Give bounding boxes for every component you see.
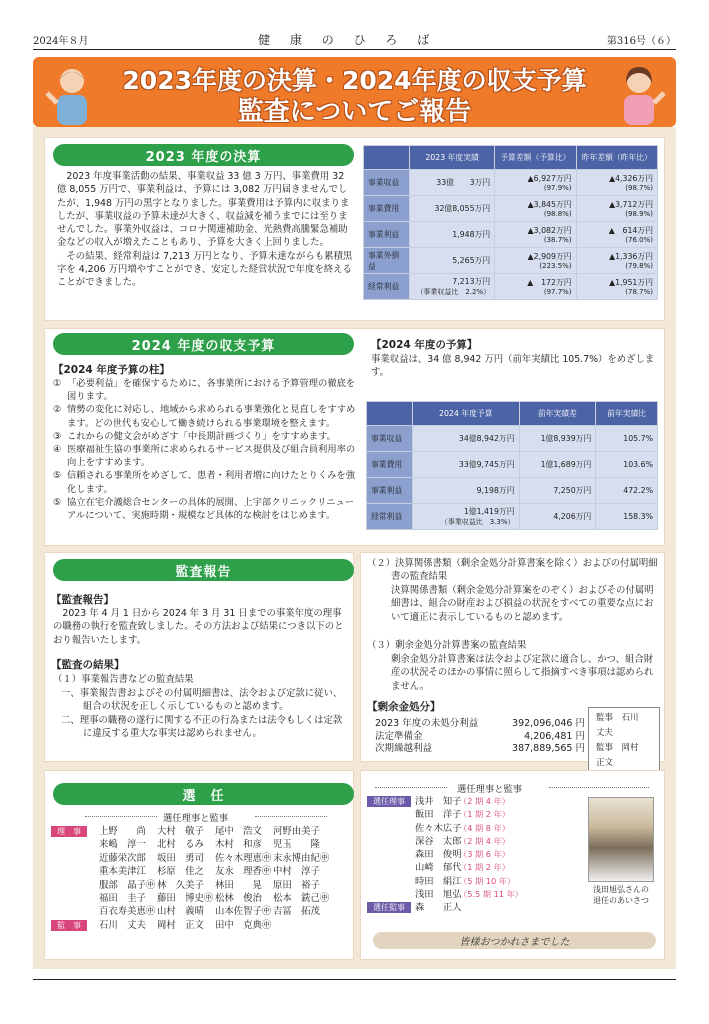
director-name: 山本佐智子㊥ xyxy=(215,906,272,918)
cell-value: 7,213万円 xyxy=(452,277,491,286)
settlement-text: 2023 年度事業活動の結果、事業収益 33 億 3 万円、事業費用 32 億 8,055 万円で、事業利益は、予算には 3,082 万円届きませんでしたが、1,948 万円の黒字となりました。事業費用は予算内に収まりましたが、事業収益の予算未達が大きく、収益減を補うまでには至りませんでした。事業外収益は、コロナ関連補助金、光熱費高騰緊急補助金などの収入が増えたこともあり、予算を大きく上回りました。 その結果、経常利益は 7,213 万円となり、予算未達ながらも累積黒字を 4,206 万円増やすことができ、安定した経営状況で年度を終えることができました。 xyxy=(57,171,353,289)
cell-ratio: (78.7%) xyxy=(625,288,653,296)
director-name: 木村 和彦 xyxy=(215,839,262,851)
cell xyxy=(495,196,576,222)
selected-name: 浅井 知子 xyxy=(415,796,462,807)
director-name: 友永 理香㊥ xyxy=(215,866,272,878)
audit-result-heading: 【監査の結果】 xyxy=(51,659,125,671)
audit-result-2: （２）決算関係書類（剰余金処分計算書案を除く）およびの付属明細書の監査結果 xyxy=(367,558,658,583)
selected-name: 森田 俊明 xyxy=(415,849,462,861)
term-text: （2 期 4 年） xyxy=(459,835,510,846)
cell-ratio: (97.9%) xyxy=(543,184,572,192)
cell: 34億8,942万円 xyxy=(413,426,520,452)
list-item xyxy=(51,905,331,918)
auditor-role: 監事 xyxy=(596,743,614,753)
list-item xyxy=(53,403,359,429)
director-name: 末永博由紀㊥ xyxy=(273,852,330,864)
row-label: 事業収益 xyxy=(367,426,413,452)
term-text: （5 期 10 年） xyxy=(459,875,516,886)
surplus-amount: 387,889,565 円 xyxy=(512,743,585,755)
cell-ratio: (98.9%) xyxy=(625,210,653,218)
surplus-label: 2023 年度の未処分利益 xyxy=(375,718,479,729)
director-name: 服部 晶子㊥ xyxy=(99,879,156,891)
director-name: 佐々木理恵㊥ xyxy=(215,852,272,864)
list-item xyxy=(51,825,331,838)
list-item xyxy=(367,795,523,808)
audit-result-1a: 一、事業報告書およびその付属明細書は、法令および定款に従い、組合の状況を正しく示しているものと認めます。 xyxy=(61,688,343,713)
cell: 32億8,055万円 xyxy=(410,196,495,222)
cell xyxy=(413,504,520,530)
selected-director-badge: 選任理事 xyxy=(367,796,411,807)
table-header-blank xyxy=(367,402,413,426)
budget-target-text: 事業収益は、34 億 8,942 万円（前年実績比 105.7%）をめざします。 xyxy=(371,354,655,379)
table-row xyxy=(367,478,658,504)
cell xyxy=(495,274,576,300)
list-item xyxy=(51,838,331,851)
surplus-amount: 392,096,046 円 xyxy=(512,718,585,729)
cell xyxy=(410,274,495,300)
table-row xyxy=(367,426,658,452)
term-text: （1 期 2 年） xyxy=(459,809,510,820)
director-name: 林田 晃 xyxy=(215,879,262,891)
list-item xyxy=(53,430,359,443)
issue-number: 第316号（６） xyxy=(606,36,676,47)
surplus-amount: 4,206,481 円 xyxy=(524,730,585,742)
cell: 33億9,745万円 xyxy=(413,452,520,478)
auditor-role: 監事 xyxy=(596,713,614,723)
director-name: 坂田 勇司 xyxy=(157,852,204,864)
cell-value: ▲1,951万円 xyxy=(609,278,653,287)
director-name: 中村 淳子 xyxy=(273,866,320,878)
table-row xyxy=(364,222,658,248)
auditor-name: 田中 克典㊥ xyxy=(215,919,272,931)
table-row xyxy=(367,504,658,530)
cell-value: ▲3,845万円 xyxy=(527,200,572,209)
cell: 5,265万円 xyxy=(410,248,495,274)
row-label: 事業利益 xyxy=(367,478,413,504)
item-text: 信頼される事業所をめざして、患者・利用者増に向けたとりくみを強化します。 xyxy=(67,470,356,495)
budget-table xyxy=(366,401,658,530)
audit-result-1: （１）事業報告書などの監査結果 xyxy=(53,674,194,685)
row-label: 経常利益 xyxy=(364,274,410,300)
row-label: 経常利益 xyxy=(367,504,413,530)
cell-ratio: (38.7%) xyxy=(543,236,572,244)
surplus-row xyxy=(375,718,585,731)
term-text: （1 期 2 年） xyxy=(459,862,510,873)
cell-value: ▲3,082万円 xyxy=(527,226,572,235)
list-item xyxy=(53,496,359,522)
caption-line: 浅田旭弘さんの xyxy=(593,885,649,894)
row-label: 事業収益 xyxy=(364,170,410,196)
cell xyxy=(576,170,657,196)
director-name: 原田 裕子 xyxy=(273,879,320,891)
caption-line: 退任のあいさつ xyxy=(593,896,649,905)
director-name: 杉原 佳之 xyxy=(157,866,204,878)
list-item xyxy=(367,848,523,861)
cell-value: ▲ 614万円 xyxy=(608,226,653,235)
row-label: 事業外損益 xyxy=(364,248,410,274)
table-row xyxy=(364,248,658,274)
cell-ratio: (98.7%) xyxy=(625,184,653,192)
cell: 9,198万円 xyxy=(413,478,520,504)
item-number: ② xyxy=(53,404,62,416)
surplus-list xyxy=(375,718,585,756)
cell-value: ▲6,927万円 xyxy=(527,174,572,183)
selected-name: 時田 絹江 xyxy=(415,875,462,887)
auditor-name: 岡村 正文 xyxy=(157,919,204,931)
table-header: 2023 年度実績 xyxy=(410,146,495,170)
item-text: 協立在宅介護総合センターの具体的展開、上宇部クリニックリニューアルについて、実施時期・規模など具体的な検討をはじめます。 xyxy=(67,496,355,522)
director-name: 尾中 浩文 xyxy=(215,826,262,837)
cell: 1億8,939万円 xyxy=(519,426,596,452)
list-item xyxy=(367,861,523,874)
directors-list xyxy=(51,825,331,932)
director-name: 松林 俊治 xyxy=(215,893,262,905)
cell xyxy=(495,248,576,274)
list-item xyxy=(53,377,359,403)
page-header xyxy=(33,30,676,50)
director-name: 来嶋 淳一 xyxy=(99,839,146,851)
term-text: （2 期 4 年） xyxy=(459,796,510,806)
surplus-label: 次期繰越利益 xyxy=(375,743,433,755)
cell: 1,948万円 xyxy=(410,222,495,248)
director-name: 近藤栄次郎 xyxy=(99,852,146,864)
item-text: 「必要利益」を確保するために、各事業所における予算管理の徹底を図ります。 xyxy=(67,378,356,403)
director-role-badge: 理 事 xyxy=(51,826,87,837)
selected-name: 浅田 旭弘 xyxy=(415,889,462,901)
table-row xyxy=(364,196,658,222)
director-name: 児玉 隆 xyxy=(273,839,320,851)
item-text: 医療福祉生協の事業所に求められるサービス提供及び組合員利用率の向上をすすめます。 xyxy=(67,444,356,469)
selected-list xyxy=(367,795,523,915)
banner-title-line1: 2023年度の決算・2024年度の収支予算 xyxy=(122,66,587,95)
budget-heading: 2024 年度の収支予算 xyxy=(53,333,354,355)
director-name: 藤田 博史㊥ xyxy=(157,893,214,905)
list-item xyxy=(51,919,331,932)
surplus-label: 法定準備金 xyxy=(375,730,423,742)
audit-result-2-text: 決算関係書類（剰余金処分計算案をのぞく）およびその付属明細書は、組合の財産および損益の状況をすべての重要な点において適正に表示しているものと認めます。 xyxy=(391,585,654,623)
list-item xyxy=(367,901,523,914)
director-name: 河野由美子 xyxy=(273,826,320,837)
director-name: 重本美津江 xyxy=(99,866,146,878)
audit-result-3-text: 剰余金処分計算書案は法令および定款に適合し、かつ、組合財産の状況そのほかの事情に照らして指摘すべき事項は認められません。 xyxy=(391,654,654,692)
cell-ratio: (223.5%) xyxy=(539,262,572,270)
title-banner xyxy=(33,57,676,127)
audit-result-3: （３）剰余金処分計算書案の監査結果 xyxy=(367,640,527,651)
table-header: 2024 年度予算 xyxy=(413,402,520,426)
cell xyxy=(495,222,576,248)
cell-ratio: (98.8%) xyxy=(543,210,572,218)
audit-card-right xyxy=(360,552,665,768)
settlement-heading: 2023 年度の決算 xyxy=(53,144,354,166)
cell: 158.3% xyxy=(596,504,658,530)
audit-report-text: 2023 年 4 月 1 日から 2024 年 3 月 31 日までの事業年度の理事の職務の執行を監査致しました。その方法および結果につき以下のとおり報告いたします。 xyxy=(53,608,344,646)
list-item xyxy=(367,808,523,821)
auditor-name: 石川 丈夫 xyxy=(99,919,146,931)
term-text: （3 期 6 年） xyxy=(459,849,510,860)
settlement-card xyxy=(44,137,665,321)
director-name: 吉冨 拓茂 xyxy=(273,906,320,918)
audit-report-heading: 【監査報告】 xyxy=(51,594,114,606)
list-item xyxy=(51,892,331,905)
audit-card-left xyxy=(44,552,354,762)
item-text: これからの健文会がめざす「中長期計画づくり」をすすめます。 xyxy=(67,430,336,442)
director-name: 松本 銑己㊥ xyxy=(273,893,330,905)
selected-name: 山崎 郁代 xyxy=(415,862,462,874)
budget-target-heading: 【2024 年度の予算】 xyxy=(371,339,478,351)
photo-caption xyxy=(576,884,666,906)
selected-name: 飯田 洋子 xyxy=(415,809,462,821)
item-number: ① xyxy=(53,378,62,389)
divider xyxy=(549,787,649,788)
content-area xyxy=(33,127,676,969)
cell: 1億1,689万円 xyxy=(519,452,596,478)
table-header: 前年実績比 xyxy=(596,402,658,426)
row-label: 事業利益 xyxy=(364,222,410,248)
item-text: 情勢の変化に対応し、地域から求められる事業強化と見直しをすすめます。どの世代も安心して働き続けられる事業環境を整えます。 xyxy=(67,404,356,429)
director-name: 百衣寿美恵㊥ xyxy=(99,906,156,918)
table-row xyxy=(364,274,658,300)
budget-card xyxy=(44,328,665,546)
selected-auditor-badge: 選任監事 xyxy=(367,902,411,913)
table-header: 前年実績差 xyxy=(519,402,596,426)
item-number: ⑤ xyxy=(53,496,62,508)
cell xyxy=(576,274,657,300)
cell xyxy=(495,170,576,196)
surplus-row xyxy=(375,731,585,744)
director-name: 山村 義晴 xyxy=(157,906,204,918)
cell-value: ▲ 172万円 xyxy=(527,278,572,287)
newsletter-title: 健 康 の ひ ろ ば xyxy=(258,33,438,47)
list-item xyxy=(367,875,523,888)
surplus-heading: 【剰余金処分】 xyxy=(367,701,441,713)
cell-ratio: (76.0%) xyxy=(625,236,653,244)
cell-value: ▲4,326万円 xyxy=(609,174,653,183)
list-item xyxy=(51,852,331,865)
cell xyxy=(576,222,657,248)
cell-value: ▲3,712万円 xyxy=(609,200,653,209)
table-row xyxy=(367,452,658,478)
list-item xyxy=(51,879,331,892)
table-header-blank xyxy=(364,146,410,170)
table-row xyxy=(364,170,658,196)
selected-name: 深谷 太郎 xyxy=(415,835,462,847)
divider xyxy=(375,787,447,788)
list-item xyxy=(367,822,523,835)
cell-note: （事業収益比 3.3%） xyxy=(440,518,515,526)
cell: 7,250万円 xyxy=(519,478,596,504)
director-name: 大村 敬子 xyxy=(157,826,204,837)
budget-pillars-heading: 【2024 年度予算の柱】 xyxy=(53,364,170,376)
surplus-row xyxy=(375,743,585,756)
cell-ratio: (97.7%) xyxy=(543,288,572,296)
cell-value: 1億1,419万円 xyxy=(463,507,515,516)
item-number: ④ xyxy=(53,444,62,456)
cell: 472.2% xyxy=(596,478,658,504)
cell-value: ▲2,909万円 xyxy=(527,252,572,261)
cell xyxy=(576,196,657,222)
audit-heading: 監査報告 xyxy=(53,559,354,581)
budget-pillars-list xyxy=(53,377,359,522)
auditor-row xyxy=(596,741,652,771)
cell-note: （事業収益比 2.2%） xyxy=(416,288,491,296)
election-card-right xyxy=(360,770,665,960)
row-label: 事業費用 xyxy=(364,196,410,222)
list-item xyxy=(367,835,523,848)
cell-value: ▲1,336万円 xyxy=(609,252,653,261)
director-name: 上野 尚 xyxy=(99,826,146,837)
election-card-left xyxy=(44,770,354,960)
auditor-row xyxy=(596,711,652,741)
auditor-name: 石川 丈夫 xyxy=(596,713,648,738)
cell: 33億 3万円 xyxy=(410,170,495,196)
item-number: ③ xyxy=(53,430,62,442)
selected-name: 森 正人 xyxy=(415,902,462,914)
list-item xyxy=(53,469,359,495)
cell: 103.6% xyxy=(596,452,658,478)
settlement-table xyxy=(363,145,658,300)
cell-ratio: (79.8%) xyxy=(625,262,653,270)
list-item xyxy=(51,865,331,878)
divider xyxy=(255,816,327,817)
election-subheading: 選任理事と監事 xyxy=(163,813,229,824)
row-label: 事業費用 xyxy=(367,452,413,478)
election-heading: 選 任 xyxy=(53,783,354,805)
footer-rule xyxy=(33,979,676,980)
director-name: 北村 るみ xyxy=(157,839,204,851)
table-header: 予算差額（予算比） xyxy=(495,146,576,170)
director-name: 福田 圭子 xyxy=(99,893,146,905)
term-text: （5.5 期 11 年） xyxy=(459,889,523,900)
election-subheading: 選任理事と監事 xyxy=(457,784,523,795)
director-name: 林 久美子 xyxy=(157,879,204,891)
thanks-ribbon: 皆様おつかれさまでした xyxy=(373,932,656,949)
audit-result-1b: 二、理事の職務の遂行に関する不正の行為または法令もしくは定款に違反する重大な事実は認められません。 xyxy=(61,715,343,740)
cell: 105.7% xyxy=(596,426,658,452)
table-header: 昨年差額（昨年比） xyxy=(576,146,657,170)
speech-photo xyxy=(588,797,654,882)
selected-name: 佐々木広子 xyxy=(415,822,462,834)
item-number: ⑤ xyxy=(53,470,62,482)
list-item xyxy=(53,443,359,469)
issue-date: 2024年８月 xyxy=(33,36,89,47)
divider xyxy=(85,816,157,817)
term-text: （4 期 8 年） xyxy=(459,822,510,833)
list-item xyxy=(367,888,523,901)
auditor-role-badge: 監 事 xyxy=(51,920,87,931)
cell: 4,206万円 xyxy=(519,504,596,530)
auditor-name: 岡村 正文 xyxy=(596,743,648,768)
cell xyxy=(576,248,657,274)
banner-title-line2: 監査についてご報告 xyxy=(237,97,472,127)
